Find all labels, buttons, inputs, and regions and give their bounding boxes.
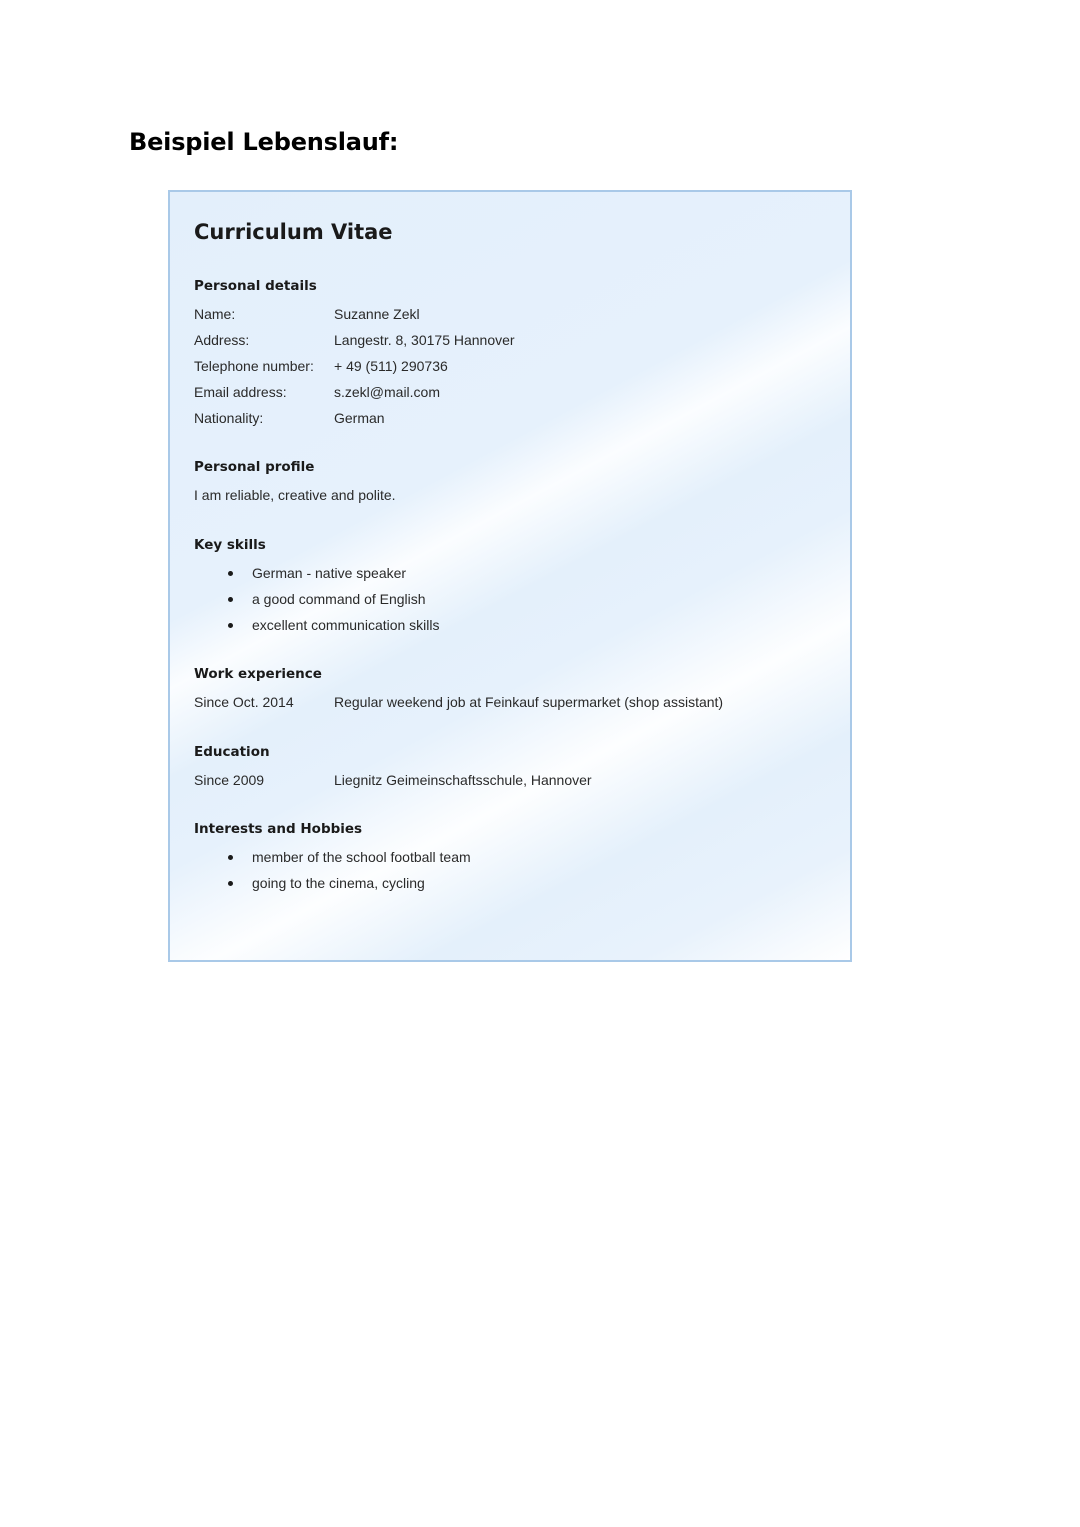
education-date: Since 2009 <box>194 772 265 788</box>
bullet-icon <box>228 571 233 576</box>
detail-row-name <box>194 304 420 324</box>
detail-value: + 49 (511) 290736 <box>334 358 448 374</box>
education-row <box>194 770 592 790</box>
personal-profile-heading: Personal profile <box>194 459 315 475</box>
detail-row-email <box>194 382 440 402</box>
bullet-icon <box>228 855 233 860</box>
bullet-icon <box>228 881 233 886</box>
work-experience-row <box>194 692 723 712</box>
skill-text: German - native speaker <box>252 565 407 581</box>
personal-details-heading: Personal details <box>194 278 317 294</box>
detail-value: Langestr. 8, 30175 Hannover <box>334 332 515 348</box>
education-heading: Education <box>194 744 270 760</box>
key-skills-heading: Key skills <box>194 537 266 553</box>
detail-row-address <box>194 330 515 350</box>
cv-box <box>168 190 852 962</box>
interests-heading: Interests and Hobbies <box>194 821 363 837</box>
skill-text: excellent communication skills <box>252 617 440 633</box>
skill-text: a good command of English <box>252 591 426 607</box>
detail-label: Nationality: <box>194 410 264 426</box>
detail-row-telephone <box>194 356 448 376</box>
page-heading: Beispiel Lebenslauf: <box>129 128 399 156</box>
detail-label: Name: <box>194 306 236 322</box>
detail-value: German <box>334 410 385 426</box>
education-description: Liegnitz Geimeinschaftsschule, Hannover <box>334 772 592 788</box>
personal-profile-text: I am reliable, creative and polite. <box>194 487 396 503</box>
detail-row-nationality <box>194 408 385 428</box>
interest-text: member of the school football team <box>252 849 471 865</box>
work-experience-heading: Work experience <box>194 666 322 682</box>
cv-title: Curriculum Vitae <box>194 220 393 244</box>
work-description: Regular weekend job at Feinkauf supermarket (shop assistant) <box>334 694 724 710</box>
work-date: Since Oct. 2014 <box>194 694 294 710</box>
detail-label: Telephone number: <box>194 358 314 374</box>
bullet-icon <box>228 623 233 628</box>
bullet-icon <box>228 597 233 602</box>
detail-value: Suzanne Zekl <box>334 306 420 322</box>
interest-text: going to the cinema, cycling <box>252 875 425 891</box>
detail-value: s.zekl@mail.com <box>334 384 441 400</box>
detail-label: Address: <box>194 332 250 348</box>
detail-label: Email address: <box>194 384 287 400</box>
